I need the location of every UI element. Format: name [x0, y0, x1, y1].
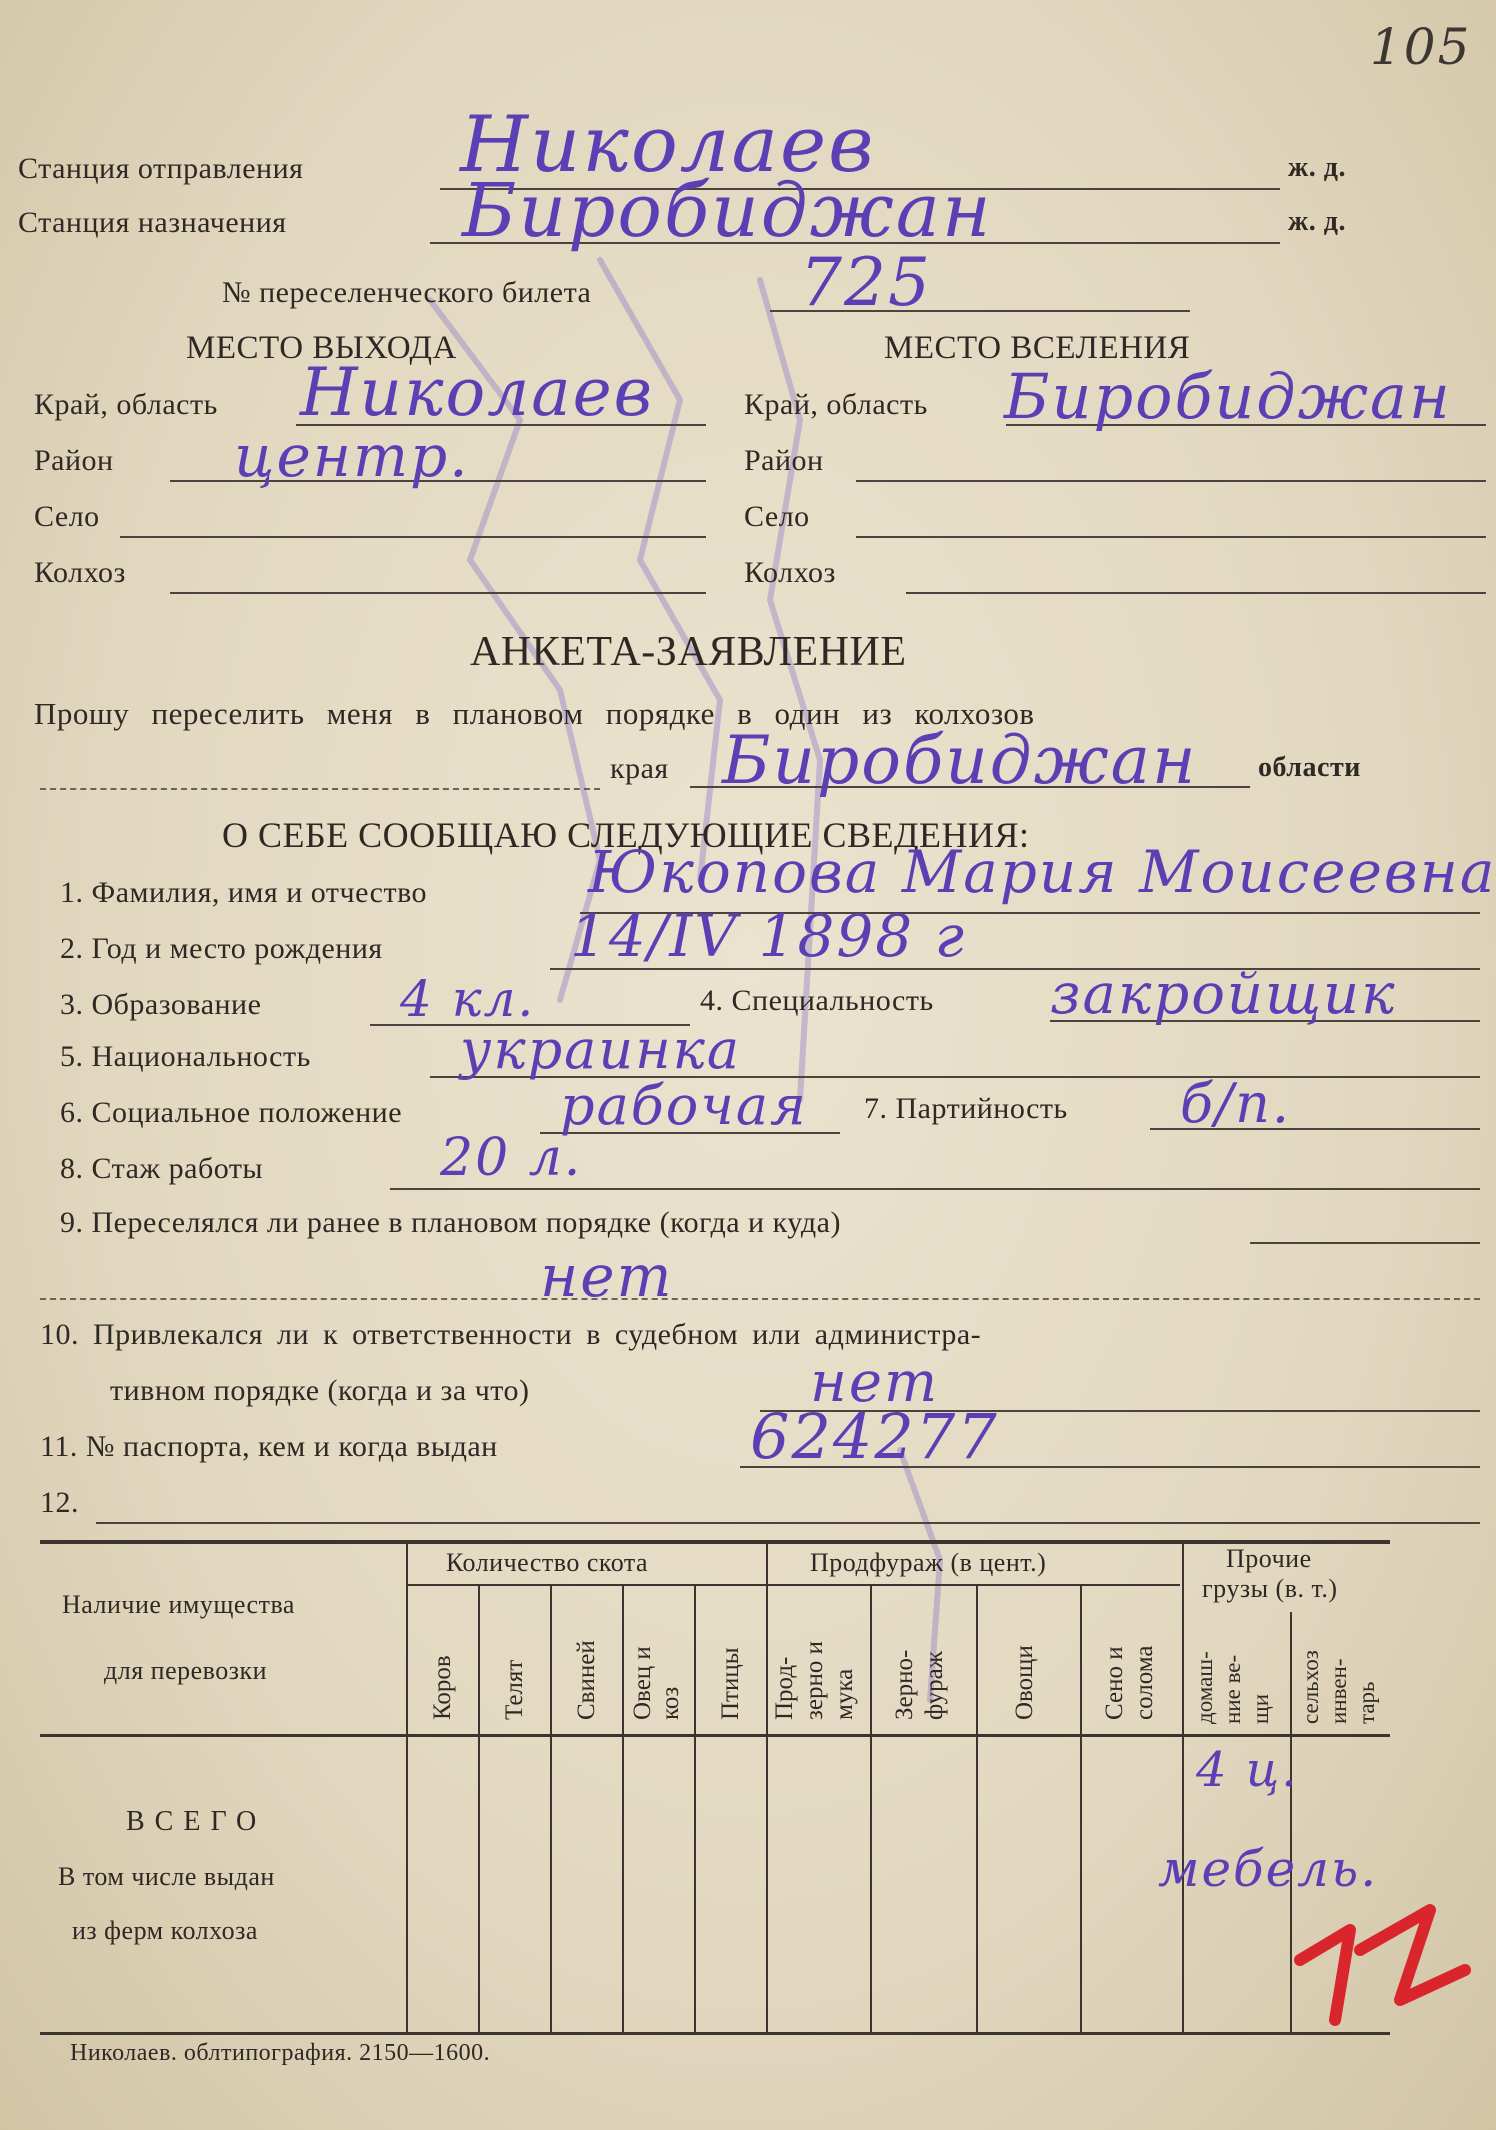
q4-label: 4. Специальность: [700, 984, 934, 1017]
col-grain-3: мука: [831, 1668, 858, 1720]
col-divider-3: [550, 1586, 552, 2032]
q3-label: 3. Образование: [60, 988, 262, 1021]
group-livestock: Количество скота: [446, 1548, 649, 1577]
q7-value: б/п.: [1180, 1072, 1292, 1135]
destination-value: Биробиджан: [462, 168, 993, 254]
home-value-2: мебель.: [1158, 1840, 1379, 1898]
ticket-value: 725: [800, 244, 932, 321]
q5-value: украинка: [460, 1018, 742, 1081]
settle-village-underline: [856, 536, 1486, 538]
q9-underline: [1250, 1242, 1480, 1244]
col-home-3: щи: [1248, 1693, 1273, 1724]
col-kolkhoz-3: тарь: [1354, 1681, 1379, 1724]
kray-value: Биробиджан: [722, 722, 1198, 799]
q6-value: рабочая: [560, 1074, 808, 1137]
exit-region-label: Край, область: [34, 388, 218, 421]
group-fodder: Продфураж (в цент.): [810, 1548, 1047, 1577]
home-value-1: 4 ц.: [1196, 1742, 1299, 1798]
destination-label: Станция назначения: [18, 206, 287, 239]
table-header-rule: [40, 1734, 1390, 1737]
q4-value: закройщик: [1050, 962, 1397, 1027]
col-divider-2: [478, 1586, 480, 2032]
kray-left-dashes: [40, 788, 600, 790]
col-hay-1: Сено и: [1101, 1646, 1128, 1720]
destination-rail-suffix: ж. д.: [1288, 206, 1346, 237]
col-kolkhoz-2: инвен-: [1326, 1658, 1351, 1724]
red-check-mark: [1280, 1890, 1480, 2050]
ticket-label: № переселенческого билета: [222, 276, 592, 309]
col-divider-4: [622, 1586, 624, 2032]
col-divider-10: [1182, 1544, 1184, 2032]
col-feedgrain-2: фураж: [921, 1651, 948, 1720]
issued-label-2: из ферм колхоза: [72, 1916, 258, 1945]
col-feedgrain-1: Зерно-: [891, 1649, 918, 1720]
row-header-1: Наличие имущества: [62, 1590, 295, 1619]
kray-label: края: [610, 752, 669, 785]
q1-value: Юкопова Мария Моисеевна: [588, 838, 1496, 906]
col-kolkhoz-1: сельхоз: [1298, 1650, 1323, 1724]
col-divider-8: [976, 1586, 978, 2032]
col-sheep-1: Овец и: [629, 1646, 656, 1720]
exit-district-value: центр.: [234, 422, 470, 490]
exit-village-underline: [120, 536, 706, 538]
q10-value: нет: [810, 1350, 940, 1415]
col-pigs: Свиней: [573, 1640, 600, 1720]
departure-label: Станция отправления: [18, 152, 304, 185]
col-cows: Коров: [429, 1655, 456, 1720]
issued-label-1: В том числе выдан: [58, 1862, 275, 1891]
q12-label: 12.: [40, 1486, 79, 1519]
q9-underline-2: [40, 1298, 1480, 1300]
livestock-group-rule: [408, 1584, 766, 1586]
col-home-1: домаш-: [1192, 1651, 1217, 1724]
q3-value: 4 кл.: [400, 970, 536, 1028]
col-calves: Телят: [501, 1659, 528, 1720]
col-sheep-2: коз: [657, 1686, 684, 1720]
q10-label-2: тивном порядке (когда и за что): [110, 1374, 530, 1407]
exit-kolkhoz-label: Колхоз: [34, 556, 126, 589]
exit-village-label: Село: [34, 500, 100, 533]
total-label: ВСЕГО: [126, 1806, 267, 1837]
q11-label: 11. № паспорта, кем и когда выдан: [40, 1430, 498, 1463]
settle-kolkhoz-label: Колхоз: [744, 556, 836, 589]
col-hay-2: солома: [1131, 1645, 1158, 1720]
settle-region-value: Биробиджан: [1004, 360, 1452, 433]
q2-value: 14/IV 1898 г: [570, 902, 966, 970]
settle-region-label: Край, область: [744, 388, 928, 421]
departure-rail-suffix: ж. д.: [1288, 152, 1346, 183]
q2-label: 2. Год и место рождения: [60, 932, 383, 965]
col-grain-1: Прод-: [771, 1656, 798, 1720]
settle-village-label: Село: [744, 500, 810, 533]
settle-district-underline: [856, 480, 1486, 482]
exit-region-value: Николаев: [300, 354, 655, 431]
col-divider-6: [766, 1544, 768, 2032]
exit-place-title: МЕСТО ВЫХОДА: [186, 330, 457, 366]
group-other-1: Прочие: [1226, 1544, 1312, 1573]
col-divider-1: [406, 1544, 408, 2032]
col-grain-2: зерно и: [801, 1641, 828, 1720]
table-bottom-rule: [40, 2032, 1390, 2035]
request-line: Прошу переселить меня в плановом порядке в один из колхозов: [34, 696, 1035, 731]
table-top-rule: [40, 1540, 1390, 1544]
settle-place-title: МЕСТО ВСЕЛЕНИЯ: [884, 330, 1191, 366]
form-title: АНКЕТА-ЗАЯВЛЕНИЕ: [470, 629, 907, 675]
q8-underline: [390, 1188, 1480, 1190]
col-veg: Овощи: [1011, 1645, 1038, 1720]
q6-label: 6. Социальное положение: [60, 1096, 403, 1129]
q9-value: нет: [540, 1242, 674, 1310]
settle-kolkhoz-underline: [906, 592, 1486, 594]
col-divider-5: [694, 1586, 696, 2032]
exit-district-label: Район: [34, 444, 114, 477]
section-title: О СЕБЕ СООБЩАЮ СЛЕДУЮЩИЕ СВЕДЕНИЯ:: [222, 815, 1030, 855]
q8-value: 20 л.: [440, 1128, 583, 1188]
q10-label-1: 10. Привлекался ли к ответственности в судебном или администра-: [40, 1318, 982, 1351]
q8-label: 8. Стаж работы: [60, 1152, 264, 1185]
printer-footer: Николаев. облтипография. 2150—1600.: [70, 2040, 491, 2066]
q9-label: 9. Переселялся ли ранее в плановом порядке (когда и куда): [60, 1206, 841, 1239]
fodder-group-rule: [768, 1584, 1180, 1586]
q11-value: 624277: [750, 1400, 999, 1473]
oblast-label: области: [1258, 752, 1361, 783]
settle-district-label: Район: [744, 444, 824, 477]
q7-label: 7. Партийность: [864, 1092, 1068, 1125]
page-number: 105: [1370, 18, 1472, 76]
col-divider-7: [870, 1586, 872, 2032]
exit-kolkhoz-underline: [170, 592, 706, 594]
q12-underline: [96, 1522, 1480, 1524]
q5-label: 5. Национальность: [60, 1040, 311, 1073]
q1-label: 1. Фамилия, имя и отчество: [60, 876, 428, 909]
col-home-2: ние ве-: [1220, 1654, 1245, 1724]
row-header-2: для перевозки: [104, 1656, 268, 1685]
col-divider-9: [1080, 1586, 1082, 2032]
group-other-2: грузы (в. т.): [1202, 1574, 1338, 1603]
departure-value: Николаев: [460, 100, 876, 190]
col-birds: Птицы: [717, 1647, 744, 1720]
